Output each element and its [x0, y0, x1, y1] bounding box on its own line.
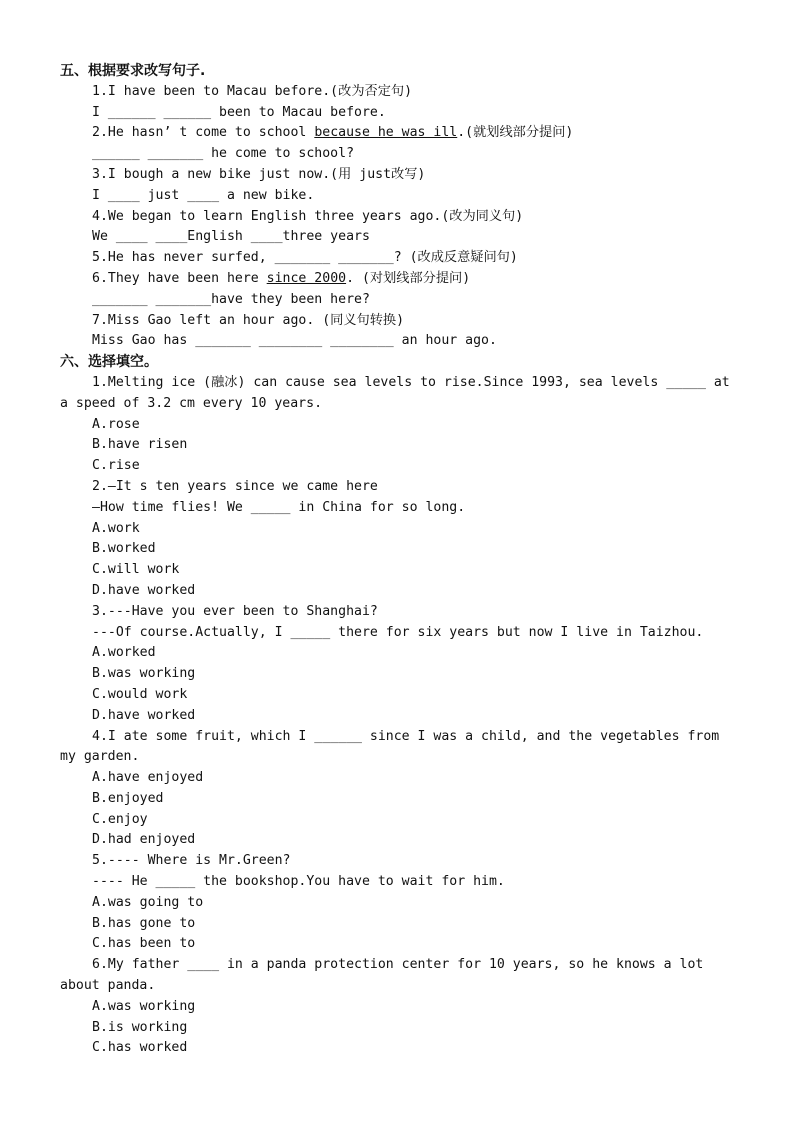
s6-q3-stem2: ---Of course.Actually, I _____ there for six years but now I live in Taizhou.: [92, 624, 704, 640]
s6-q4-option-a: A.have enjoyed: [92, 770, 204, 786]
s6-q5-stem: 5.---- Where is Mr.Green?: [92, 853, 291, 869]
s5-q3: 3.I bough a new bike just now.(用 just改写): [92, 166, 426, 182]
s6-q2-stem2: —How time flies! We _____ in China for so long.: [92, 499, 466, 515]
s5-a4: We ____ ____English ____three years: [92, 229, 370, 245]
s5-a7: Miss Gao has _______ ________ ________ an hour ago.: [92, 333, 497, 349]
s5-q1: 1.I have been to Macau before.(改为否定句): [92, 83, 413, 99]
s6-q1-option-b: B.have risen: [92, 437, 188, 453]
s5-q5: 5.He has never surfed, _______ _______? (改成反意疑问句): [92, 250, 518, 266]
section5-heading: 五、根据要求改写句子.: [60, 63, 206, 79]
s6-q5-option-c: C.has been to: [92, 936, 196, 952]
s6-q6-stem: 6.My father ____ in a panda protection center for 10 years, so he knows a lot about panda.: [60, 957, 704, 994]
s5-q6: [60, 269, 736, 290]
s5-a6: _______ _______have they been here?: [92, 291, 370, 307]
s6-q3-stem: 3.---Have you ever been to Shanghai?: [92, 603, 378, 619]
section6-heading: 六、选择填空。: [60, 354, 158, 371]
s6-q6-option-b: B.is working: [92, 1019, 188, 1035]
s6-q5-stem2: ---- He _____ the bookshop.You have to wait for him.: [92, 874, 505, 890]
s6-q1-option-c: C.rise: [92, 458, 140, 474]
s6-q4-option-d: D.had enjoyed: [92, 832, 196, 848]
s5-q4: 4.We began to learn English three years ago.(改为同义句): [92, 208, 524, 224]
s6-q2-stem: 2.—It s ten years since we came here: [92, 478, 378, 494]
s6-q2-option-a: A.work: [92, 520, 140, 536]
s6-q3-option-a: A.worked: [92, 645, 156, 661]
s6-q6-option-a: A.was working: [92, 998, 196, 1014]
s5-a3: I ____ just ____ a new bike.: [92, 187, 315, 203]
s6-q2-option-d: D.have worked: [92, 582, 196, 598]
s6-q3-option-c: C.would work: [92, 686, 188, 702]
s6-q5-option-a: A.was going to: [92, 894, 204, 910]
s5-q6-underlined: since 2000: [266, 270, 347, 286]
s6-q4-option-b: B.enjoyed: [92, 790, 164, 806]
s5-q2: [60, 123, 736, 144]
s6-q2-option-b: B.worked: [92, 541, 156, 557]
s5-a2: ______ _______ he come to school?: [92, 146, 355, 162]
s6-q1-option-a: A.rose: [92, 416, 140, 432]
s5-q2-post: .(就划线部分提问): [457, 125, 574, 141]
s6-q5-option-b: B.has gone to: [92, 915, 196, 931]
s6-q4-stem: 4.I ate some fruit, which I ______ since I was a child, and the vegetables from my garden.: [60, 728, 720, 765]
s6-q1-stem: 1.Melting ice (融冰) can cause sea levels to rise.Since 1993, sea levels _____ at a speed of 3.2 cm every 10 years.: [60, 374, 730, 411]
s5-q7: 7.Miss Gao left an hour ago. (同义句转换): [92, 312, 405, 328]
s6-q2-option-c: C.will work: [92, 562, 180, 578]
worksheet-page: [60, 61, 736, 1059]
s5-q6-post: . (对划线部分提问): [346, 270, 471, 286]
s5-q2-pre: 2.He hasn’ t come to school: [92, 125, 315, 141]
s5-q6-pre: 6.They have been here: [92, 270, 267, 286]
s6-q3-option-b: B.was working: [92, 666, 196, 682]
s5-q2-underlined: because he was ill: [314, 125, 458, 141]
s6-q6-option-c: C.has worked: [92, 1040, 188, 1056]
s6-q4-option-c: C.enjoy: [92, 811, 148, 827]
s5-a1: I ______ ______ been to Macau before.: [92, 104, 386, 120]
s6-q3-option-d: D.have worked: [92, 707, 196, 723]
